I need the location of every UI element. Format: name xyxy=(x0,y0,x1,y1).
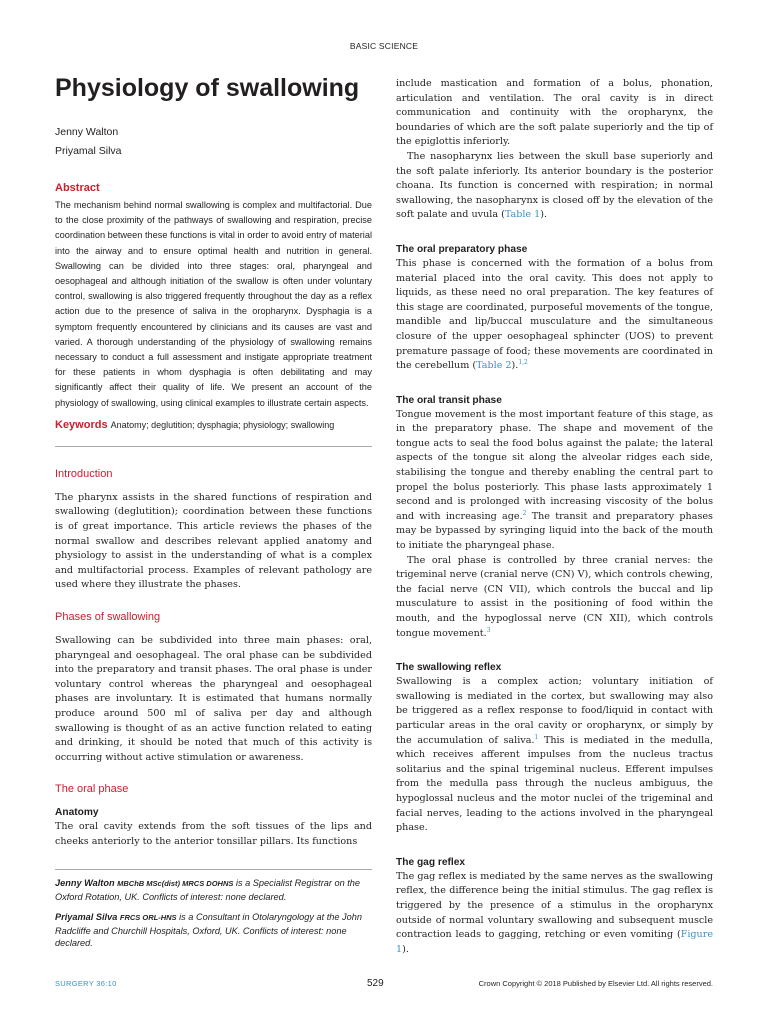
section-heading-oral-phase: The oral phase xyxy=(55,783,129,796)
keywords-label: Keywords xyxy=(55,418,108,431)
table-1-link[interactable]: Table 1 xyxy=(504,209,541,221)
gag-text xyxy=(396,870,713,958)
gag-body: The gag reflex is mediated by the same nerves as the swallowing reflex, the difference being the initial stimulus. The gag reflex is triggered by the presence of a stimulus in the oropharynx outside of normal voluntary swallowing and subsequent muscle contraction leads to gagging, retching or even vomiting ( xyxy=(396,870,713,941)
author-name: Priyamal Silva xyxy=(55,145,122,157)
subheading-oral-preparatory: The oral preparatory phase xyxy=(396,243,528,255)
figure-1-link[interactable]: Figure 1 xyxy=(396,929,713,955)
phases-text: Swallowing can be subdivided into three main phases: oral, pharyngeal and oesophageal. The oral phase can be subdivided into the preparatory and transit phases. The oral phase is under voluntary control whereas the pharyngeal and oesophageal phases are involuntary. It is estimated that humans normally produce around 500 ml of saliva per day and although swallowing is thought of as an active function related to eating and drinking, it should be noted that much of this activity is occurring without active stimulation or awareness. xyxy=(55,635,372,763)
page-number: 529 xyxy=(367,978,384,989)
left-column xyxy=(55,72,372,850)
footnote-author xyxy=(55,877,372,903)
author-footnotes xyxy=(55,869,372,958)
page-footer xyxy=(55,978,713,990)
preparatory-body: This phase is concerned with the formation of a bolus from material placed into the oral cavity. This does not apply to liquids, as these need no oral preparation. The key features of this stage are coordinated, purposeful movements of the tongue, mandible and lip/buccal musculature and the simultaneous closure of the upper oesophageal sphincter (UOS) to prevent premature passage of food; these movements are coordinated in the cerebellum ( xyxy=(396,257,713,372)
footnote-text: is a Specialist Registrar on the Oxford Rotation, UK. Conflicts of interest: none declared. xyxy=(55,878,361,902)
subheading-gag-reflex: The gag reflex xyxy=(396,856,466,868)
anatomy-text: The oral cavity extends from the soft tissues of the lips and cheeks anteriorly to the anterior tonsillar pillars. Its functions xyxy=(55,821,372,847)
right-column xyxy=(396,77,713,957)
copyright-notice: Crown Copyright © 2018 Published by Elsevier Ltd. All rights reserved. xyxy=(478,979,713,988)
nasopharynx-end: ). xyxy=(540,209,548,221)
subheading-swallowing-reflex: The swallowing reflex xyxy=(396,662,502,674)
transit-nerves-text xyxy=(396,554,713,642)
anatomy-text-continued: include mastication and formation of a bolus, phonation, articulation and ventilation. The oral cavity is in direct communication and continuity with the oropharynx, the boundaries of which are the soft palate superiorly and the tip of the epiglottis inferiorly. xyxy=(396,78,713,148)
keywords-list: Anatomy; deglutition; dysphagia; physiology; swallowing xyxy=(110,419,335,430)
citation-link[interactable]: 1,2 xyxy=(518,359,528,367)
transit-body: Tongue movement is the most important feature of this stage, as in the preparatory phase. The shape and movement of the tongue acts to seal the food bolus against the palate; the lateral aspects of the tongue sit along the alveolar ridges each side, stabilising the tongue and thereby enabling the central part to propel the bolus posteriorly. This phase lasts approximately 1 second and is prolonged with increasing viscosity of the bolus and with increasing age. xyxy=(396,408,713,522)
transit-text xyxy=(396,408,713,554)
keywords xyxy=(55,418,372,433)
transit-nerves-body: The oral phase is controlled by three cranial nerves: the trigeminal nerve (cranial nerve (CN) V), which controls chewing, the facial nerve (CN VII), which controls the buccal and lip musculature to assist in the positioning of food within the mouth, and the hypoglossal nerve (CN XII), which controls tongue movement. xyxy=(396,554,713,639)
citation-link[interactable]: 1 xyxy=(534,733,539,741)
abstract-divider xyxy=(55,446,372,447)
article-title: Physiology of swallowing xyxy=(55,74,360,102)
author-list xyxy=(55,123,372,161)
subheading-oral-transit: The oral transit phase xyxy=(396,394,502,406)
footnote-quals: FRCS ORL-HNS xyxy=(119,913,177,922)
gag-end: ). xyxy=(402,943,409,955)
nasopharynx-text xyxy=(396,150,713,223)
footnote-author xyxy=(55,911,372,950)
footnote-quals: MBChB MSc(dist) MRCS DOHNS xyxy=(117,879,234,888)
citation-link[interactable]: 3 xyxy=(486,626,491,634)
footnote-name: Jenny Walton xyxy=(55,878,115,888)
footnote-text: is a Consultant in Otolaryngology at the John Radcliffe and Churchill Hospitals, Oxford, UK. Conflicts of interest: none declared. xyxy=(55,912,362,948)
table-2-link[interactable]: Table 2 xyxy=(476,360,512,372)
abstract-text: The mechanism behind normal swallowing is complex and multifactorial. Due to the close proximity of the pathways of swallowing and respiration, precise coordination between these functions is vital in order to avoid entry of material into the airway and to ensure optimal health and nutrition in general. Swallowing can be divided into three stages: oral, pharyngeal and oesophageal and although initiation of the swallow is often under voluntary control, swallowing is also triggered frequently throughout the day as a reflex action due to the presence of saliva in the oropharynx. Dysphagia is a symptom frequently encountered by clinicians and its causes are vast and varied. A thorough understanding of the physiology of swallowing remains necessary to conduct a full assessment and instigate appropriate treatment for these patients in whom dysphagia is often debilitating and may significantly affect their quality of life. We present an account of the physiology of swallowing, using clinical examples to illustrate certain aspects. xyxy=(55,200,372,408)
preparatory-text xyxy=(396,257,713,374)
preparatory-end: ). xyxy=(511,360,519,372)
footnote-name: Priyamal Silva xyxy=(55,912,118,922)
reflex-body-cont: This is mediated in the medulla, which receives afferent impulses from the nucleus tractus solitarius and the spinal trigeminal nucleus. Efferent impulses from the medulla pass through the nucleus ambiguus, the hypoglossal nucleus and the motor nuclei of the trigeminal and facial nerves, leading to the actions involved in the pharyngeal phase. xyxy=(396,734,713,834)
citation-link[interactable]: 2 xyxy=(522,509,527,517)
abstract-heading: Abstract xyxy=(55,182,100,194)
section-heading-phases: Phases of swallowing xyxy=(55,611,161,623)
transit-body-cont: The transit and preparatory phases may be bypassed by syringing liquid into the back of the mouth to initiate the pharyngeal phase. xyxy=(396,510,713,552)
reflex-body: Swallowing is a complex action; voluntary initiation of swallowing is mediated in the cortex, but swallowing may also be triggered as a reflex response to food/liquid in contact with particular areas in the oral cavity or oropharynx, or simply by the accumulation of saliva. xyxy=(396,676,713,746)
running-header: BASIC SCIENCE xyxy=(349,41,419,51)
journal-citation: SURGERY 36:10 xyxy=(55,979,117,988)
section-heading-introduction: Introduction xyxy=(55,467,113,480)
nasopharynx-body: The nasopharynx lies between the skull base superiorly and the soft palate inferiorly. Its anterior boundary is the posterior choana. Its function is concerned with respiration; in normal swallowing, the nasopharynx is closed off by the elevation of the soft palate and uvula ( xyxy=(396,150,713,221)
subheading-anatomy: Anatomy xyxy=(55,807,99,819)
reflex-text xyxy=(396,675,713,836)
author-name: Jenny Walton xyxy=(55,126,119,138)
introduction-text: The pharynx assists in the shared functions of respiration and swallowing (deglutition); coordination between these functions is of great importance. This article reviews the phases of the normal swallow and describes relevant applied anatomy and physiology to assist in the understanding of what is a complex and multifactorial process. Examples of relevant pathology are used where they illustrate the phases. xyxy=(55,491,372,591)
